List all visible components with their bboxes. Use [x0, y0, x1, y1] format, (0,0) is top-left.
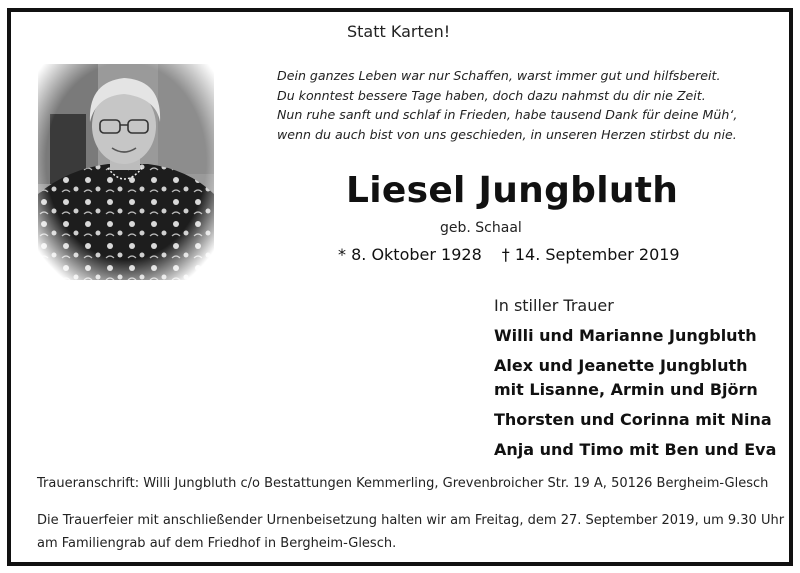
ceremony-line: am Familiengrab auf dem Friedhof in Bergheim-Glesch.	[37, 536, 397, 551]
poem	[277, 66, 757, 144]
ceremony-info	[37, 509, 784, 555]
mourning-address: Traueranschrift: Willi Jungbluth c/o Bestattungen Kemmerling, Grevenbroicher Str. 19 A, 50126 Bergheim-Glesch	[37, 476, 769, 491]
mourner-family: Anja und Timo mit Ben und Eva	[494, 440, 777, 459]
poem-line: Nun ruhe sanft und schlaf in Frieden, habe tausend Dank für deine Müh‘,	[277, 107, 738, 122]
mourners-list	[494, 324, 776, 468]
ceremony-line: Die Trauerfeier mit anschließender Urnenbeisetzung halten wir am Freitag, dem 27. September 2019, um 9.30 Uhr	[37, 513, 785, 528]
poem-line: wenn du auch bist von uns geschieden, in unseren Herzen stirbst du nie.	[277, 126, 737, 142]
header-title: Statt Karten!	[347, 22, 451, 41]
portrait-photo	[38, 64, 214, 280]
poem-line: Dein ganzes Leben war nur Schaffen, warst immer gut und hilfsbereit.	[277, 68, 721, 83]
mourner-family: Alex und Jeanette Jungbluth	[494, 356, 748, 375]
mourner-family: mit Lisanne, Armin und Björn	[494, 380, 758, 399]
portrait-image	[38, 64, 214, 280]
poem-line: Du konntest bessere Tage haben, doch dazu nahmst du dir nie Zeit.	[277, 87, 706, 103]
mourning-intro: In stiller Trauer	[494, 296, 614, 315]
mourner-family: Willi und Marianne Jungbluth	[494, 326, 757, 345]
death-date: † 14. September 2019	[501, 245, 680, 264]
deceased-name: Liesel Jungbluth	[346, 170, 679, 211]
birth-date: * 8. Oktober 1928	[338, 245, 482, 264]
maiden-name: geb. Schaal	[440, 220, 522, 236]
life-dates	[338, 245, 680, 264]
mourner-family: Thorsten und Corinna mit Nina	[494, 410, 772, 429]
